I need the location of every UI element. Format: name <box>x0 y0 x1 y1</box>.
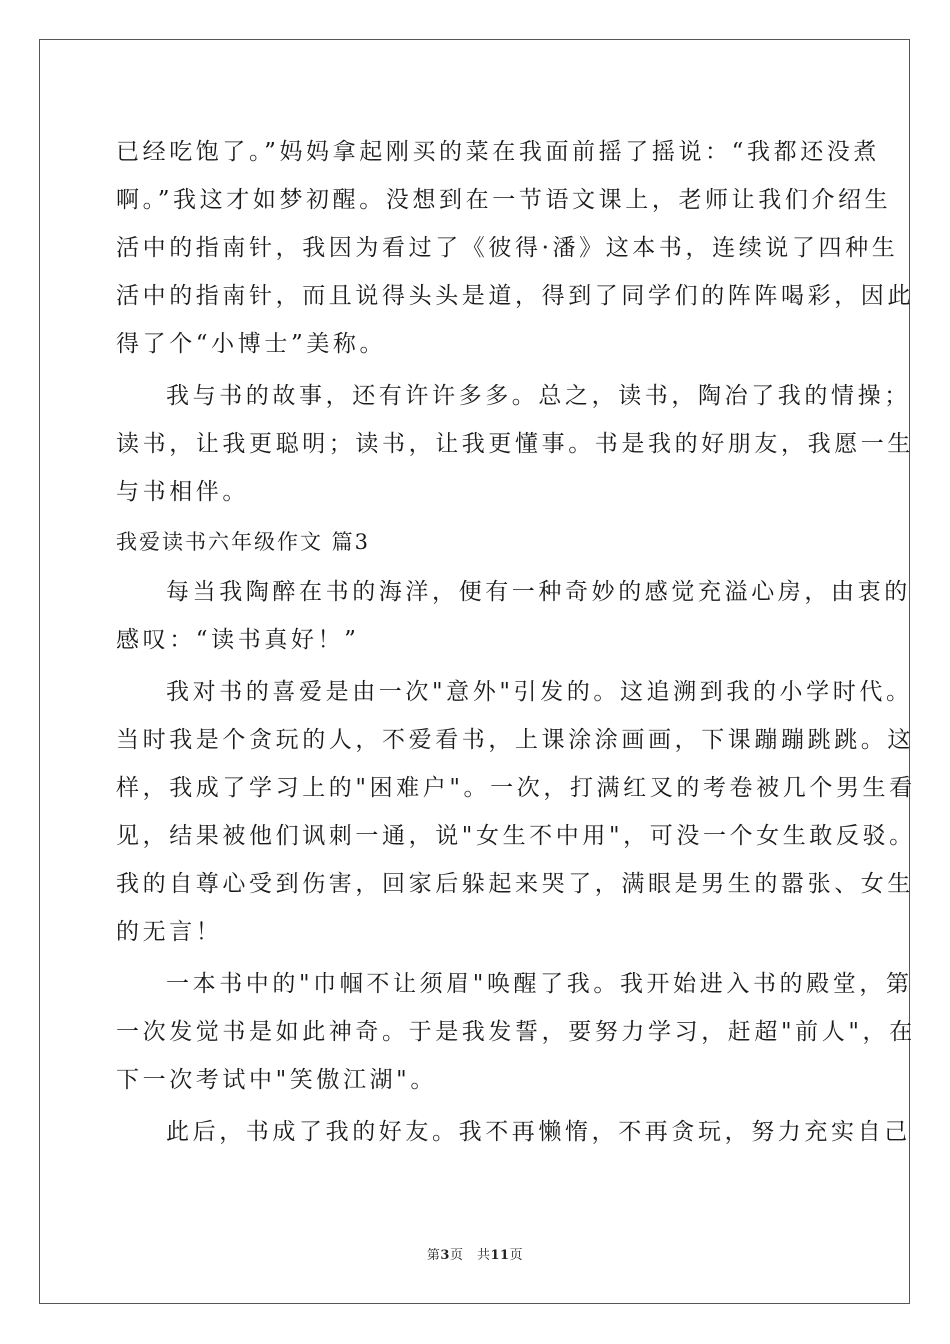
text-line: 啊。”我这才如梦初醒。没想到在一节语文课上，老师让我们介绍生 <box>116 187 892 213</box>
current-page-number: 3 <box>440 1248 450 1263</box>
paragraph <box>116 960 916 1104</box>
footer-suffix: 页 <box>509 1248 524 1263</box>
text-line: 此后，书成了我的好友。我不再懒惰，不再贪玩，努力充实自己 <box>166 1119 911 1145</box>
text-line: 样，我成了学习上的"困难户"。一次，打满红叉的考卷被几个男生看 <box>116 775 916 801</box>
text-line: 一本书中的"巾帼不让须眉"唤醒了我。我开始进入书的殿堂，第 <box>166 971 913 997</box>
paragraph <box>116 668 916 956</box>
paragraph <box>116 128 914 368</box>
text-line: 一次发觉书是如此神奇。于是我发誓，要努力学习，赶超"前人"，在 <box>116 1019 916 1045</box>
text-line: 见，结果被他们讽刺一通，说"女生不中用"，可没一个女生敢反驳。 <box>116 823 916 849</box>
text-line: 下一次考试中"笑傲江湖"。 <box>116 1067 437 1093</box>
text-line: 与书相伴。 <box>116 479 249 505</box>
text-line: 我的自尊心受到伤害，回家后躲起来哭了，满眼是男生的嚣张、女生 <box>116 871 914 897</box>
section-heading: 我爱读书六年级作文 篇3 <box>116 530 371 554</box>
text-line: 的无言！ <box>116 919 223 945</box>
footer-middle: 页 共 <box>449 1248 491 1263</box>
total-pages-number: 11 <box>490 1248 510 1263</box>
text-line: 当时我是个贪玩的人，不爱看书，上课涂涂画画，下课蹦蹦跳跳。这 <box>116 727 914 753</box>
paragraph <box>116 372 914 516</box>
text-line: 我对书的喜爱是由一次"意外"引发的。这追溯到我的小学时代。 <box>166 679 913 705</box>
text-line: 我与书的故事，还有许许多多。总之，读书，陶冶了我的情操； <box>166 383 911 409</box>
text-line: 已经吃饱了。”妈妈拿起刚买的菜在我面前摇了摇说：“我都还没煮 <box>116 139 881 165</box>
footer-prefix: 第 <box>426 1248 441 1263</box>
text-line: 感叹：“读书真好！” <box>116 627 360 653</box>
page-footer <box>0 1244 950 1263</box>
document-body <box>116 128 916 1156</box>
text-line: 得了个“小博士”美称。 <box>116 331 387 357</box>
paragraph <box>116 568 911 664</box>
text-line: 活中的指南针，而且说得头头是道，得到了同学们的阵阵喝彩，因此 <box>116 283 914 309</box>
text-line: 读书，让我更聪明；读书，让我更懂事。书是我的好朋友，我愿一生 <box>116 431 914 457</box>
text-line: 活中的指南针，我因为看过了《彼得·潘》这本书，连续说了四种生 <box>116 235 899 261</box>
text-line: 每当我陶醉在书的海洋，便有一种奇妙的感觉充溢心房，由衷的 <box>166 579 911 605</box>
paragraph <box>116 1108 911 1156</box>
